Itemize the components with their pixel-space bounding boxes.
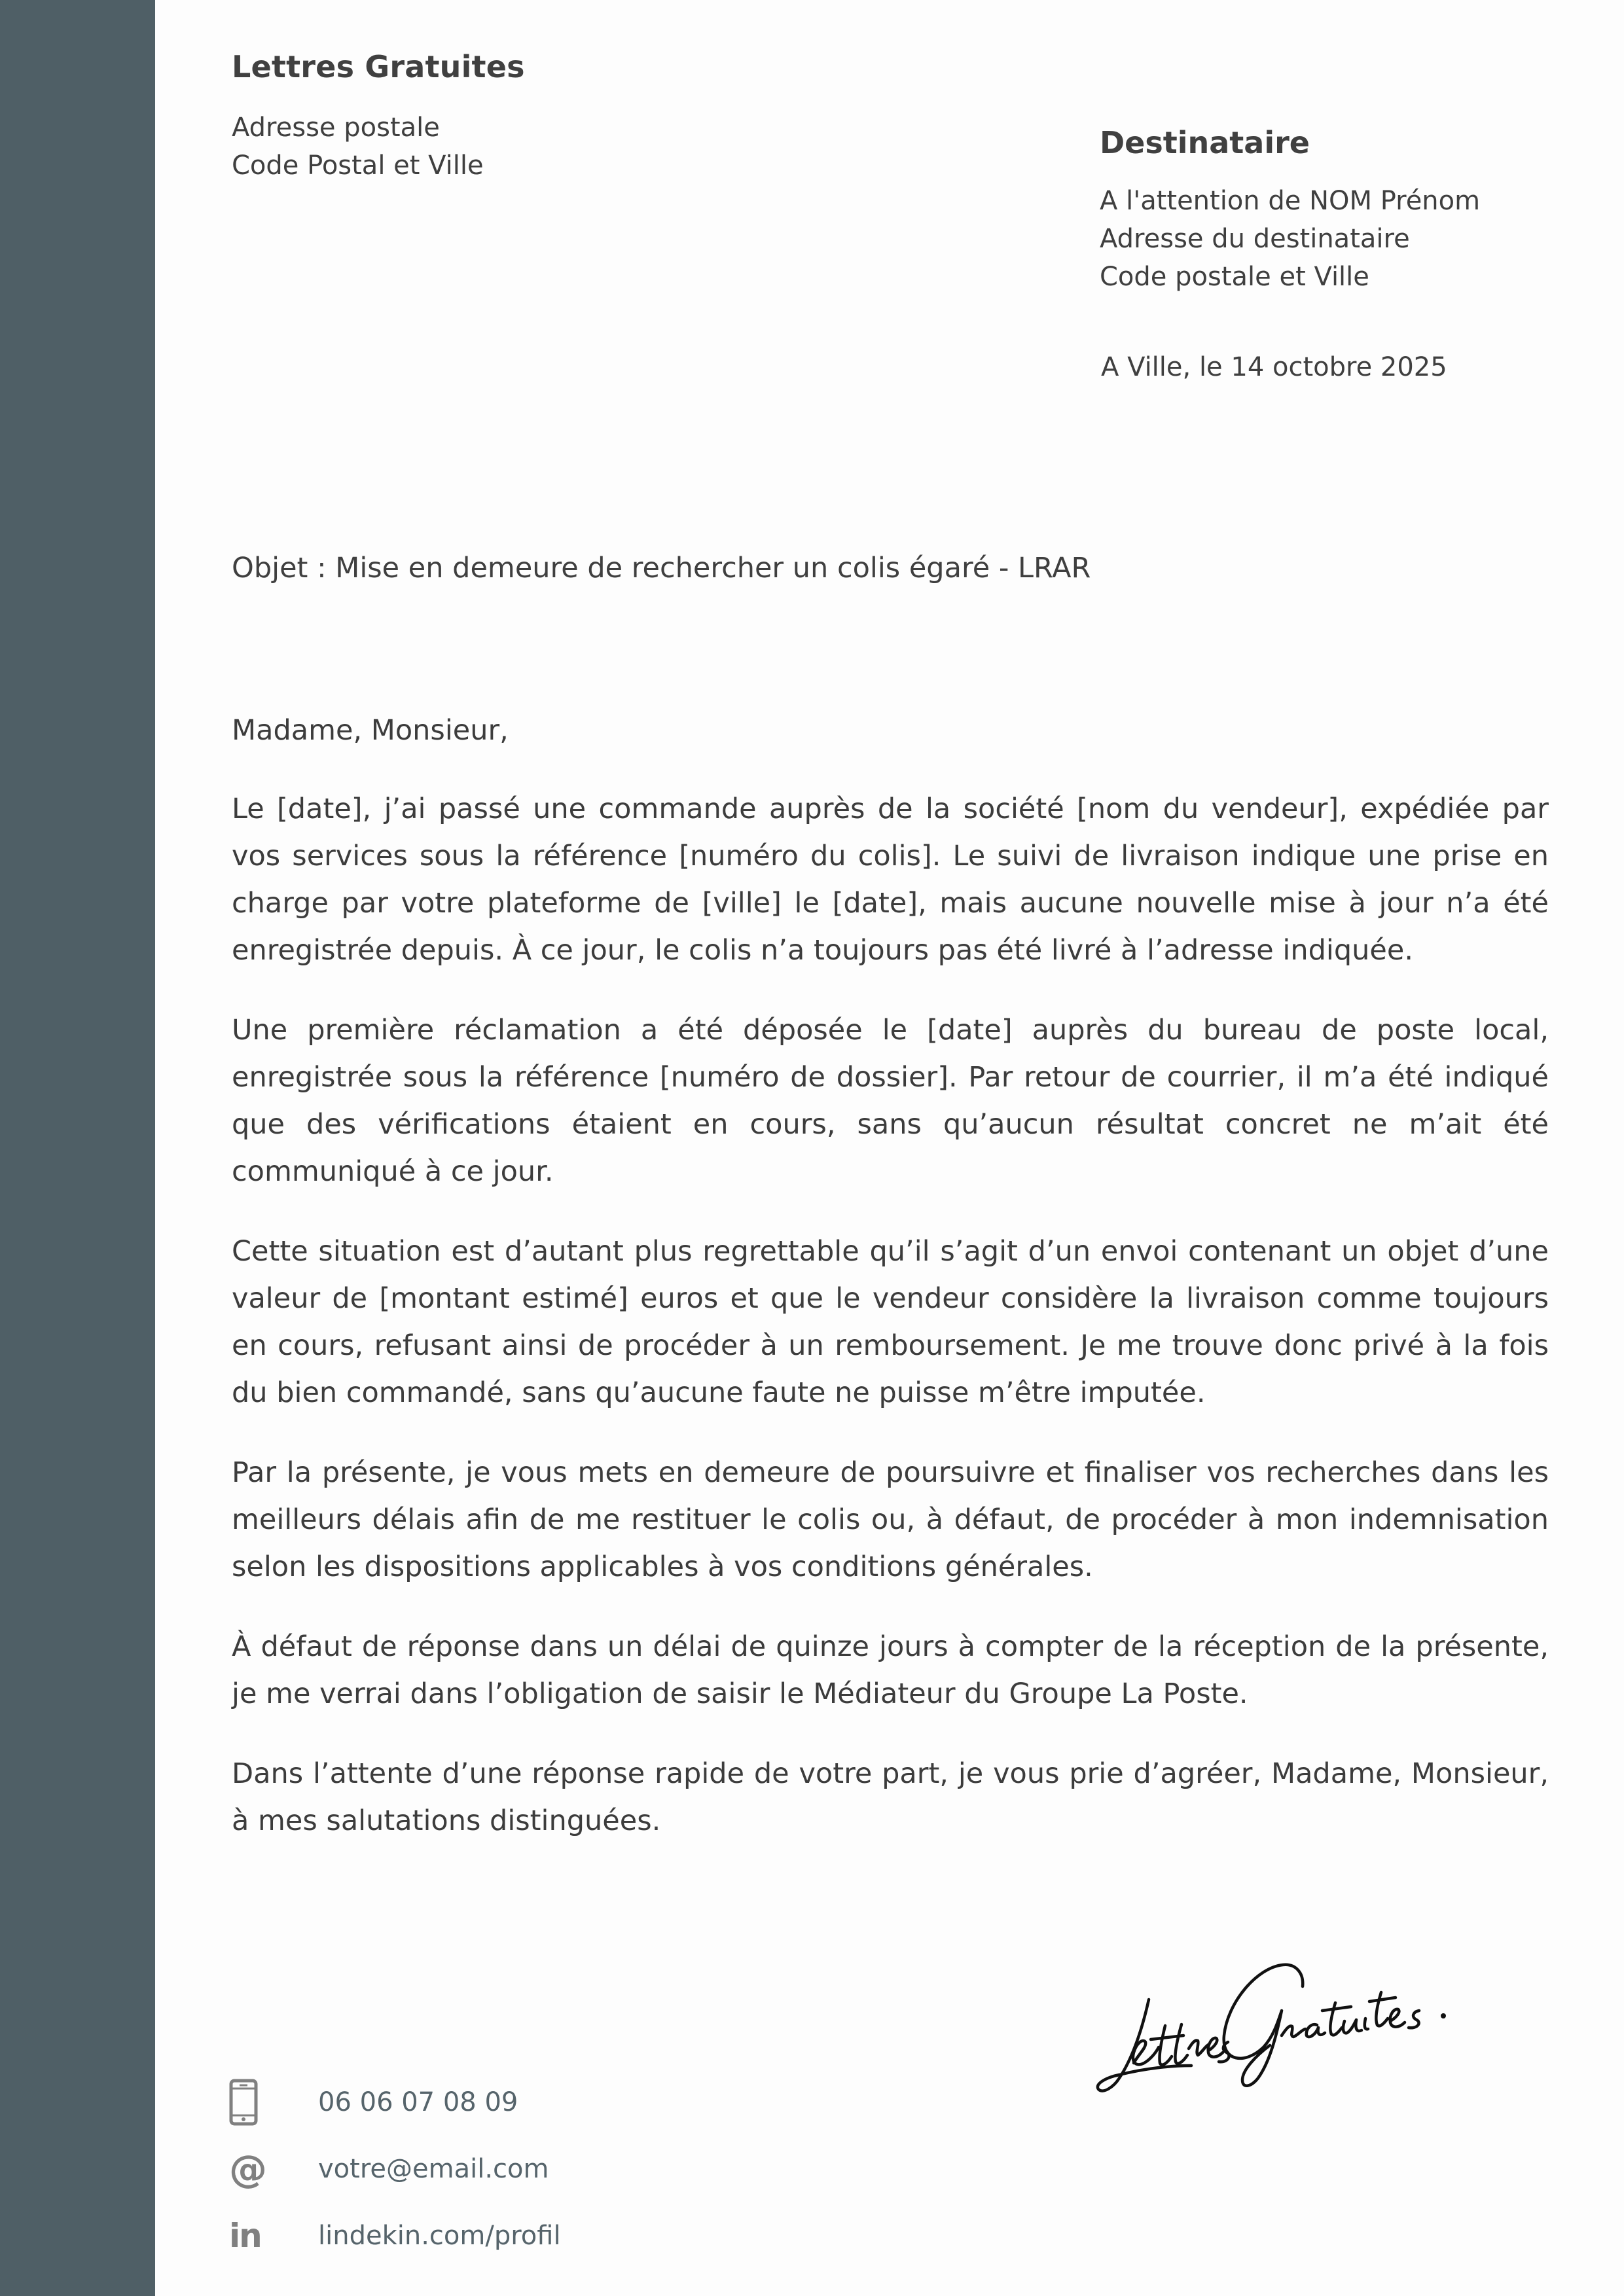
signature-stroke xyxy=(1390,2009,1405,2027)
recipient-attention-line: A l'attention de NOM Prénom xyxy=(1100,186,1481,216)
signature-stroke xyxy=(1189,2041,1208,2056)
contact-email xyxy=(229,2148,561,2190)
signature-stroke xyxy=(1175,2024,1187,2064)
signature-stroke xyxy=(1133,2041,1159,2064)
signature-graphic xyxy=(1074,1937,1466,2094)
closing-paragraph: Dans l’attente d’une réponse rapide de votre part, je vous prie d’agréer, Madame, Monsieur, à mes salutations distinguées. xyxy=(232,1757,1549,1837)
sender-address-line: Adresse postale xyxy=(232,113,440,143)
signature-stroke xyxy=(1282,2026,1305,2037)
signature-dot xyxy=(1441,2013,1446,2018)
signature-stroke xyxy=(1208,2038,1223,2057)
body-paragraph: Cette situation est d’autant plus regrettable qu’il s’agit d’un envoi contenant un objet d’une valeur de [montant estimé] euros et que le vendeur considère la livraison comme toujours en cours, refusant ainsi de procéder à un remboursement. Je me trouve donc privé à la fois du bien commandé, sans qu’aucune faute ne puisse m’être imputée. xyxy=(232,1235,1549,1409)
at-sign-icon xyxy=(229,2148,266,2190)
signature-stroke xyxy=(1343,2020,1362,2033)
signature-stroke xyxy=(1322,2007,1351,2011)
handwritten-signature xyxy=(1074,1937,1466,2094)
contact-block xyxy=(229,2081,561,2282)
signature-stroke xyxy=(1409,2011,1419,2028)
body-paragraph: À défaut de réponse dans un délai de quinze jours à compter de la réception de la présente, je me verrai dans l’obligation de saisir le Médiateur du Groupe La Poste. xyxy=(232,1630,1549,1710)
linkedin-profile-link[interactable]: lindekin.com/profil xyxy=(318,2221,561,2251)
contact-phone xyxy=(229,2081,561,2123)
body-paragraph: Une première réclamation a été déposée le [date] auprès du bureau de poste local, enregistrée sous la référence [numéro de dossier]. Par retour de courrier, il m’a été indiqué que des vérifications étaient en cours, sans qu’aucun résultat concret ne m’ait été communiqué à ce jour. xyxy=(232,1014,1549,1188)
phone-number[interactable]: 06 06 07 08 09 xyxy=(318,2087,518,2117)
linkedin-icon xyxy=(229,2215,266,2257)
salutation: Madame, Monsieur, xyxy=(232,714,509,747)
body-paragraph: Par la présente, je vous mets en demeure de poursuivre et finaliser vos recherches dans les meilleurs délais afin de me restituer le colis ou, à défaut, de procéder à mon indemnisation selon les dispositions applicables à vos conditions générales. xyxy=(232,1456,1549,1583)
sender-name: Lettres Gratuites xyxy=(232,49,525,84)
signature-stroke xyxy=(1376,1992,1388,2026)
recipient-postal-city: Code postale et Ville xyxy=(1100,262,1369,292)
date-place-line: A Ville, le 14 octobre 2025 xyxy=(1101,352,1447,382)
signature-stroke xyxy=(1369,1998,1396,2001)
email-address[interactable]: votre@email.com xyxy=(318,2154,549,2184)
smartphone-icon xyxy=(229,2081,266,2123)
at-sign-glyph: @ xyxy=(229,2147,267,2191)
recipient-title: Destinataire xyxy=(1100,125,1310,160)
letter-subject: Objet : Mise en demeure de rechercher un colis égaré - LRAR xyxy=(232,552,1091,584)
sender-postal-city: Code Postal et Ville xyxy=(232,151,484,181)
sender-block xyxy=(232,47,525,185)
recipient-block xyxy=(1100,123,1480,296)
recipient-address-line: Adresse du destinataire xyxy=(1100,224,1410,254)
contact-linkedin xyxy=(229,2215,561,2257)
linkedin-glyph: in xyxy=(229,2217,261,2255)
signature-stroke xyxy=(1159,2026,1172,2065)
signature-stroke xyxy=(1365,2018,1368,2029)
sidebar-band xyxy=(0,0,155,2296)
signature-stroke xyxy=(1307,2024,1325,2037)
body-paragraph: Le [date], j’ai passé une commande auprès de la société [nom du vendeur], expédiée par vos services sous la référence [numéro du colis]. Le suivi de livraison indique une prise en charge par votre plateforme de [ville] le [date], mais aucune nouvelle mise à jour n’a été enregistrée depuis. À ce jour, le colis n’a toujours pas été livré à l’adresse indiquée. xyxy=(232,793,1549,967)
letter-body xyxy=(232,707,1549,1877)
